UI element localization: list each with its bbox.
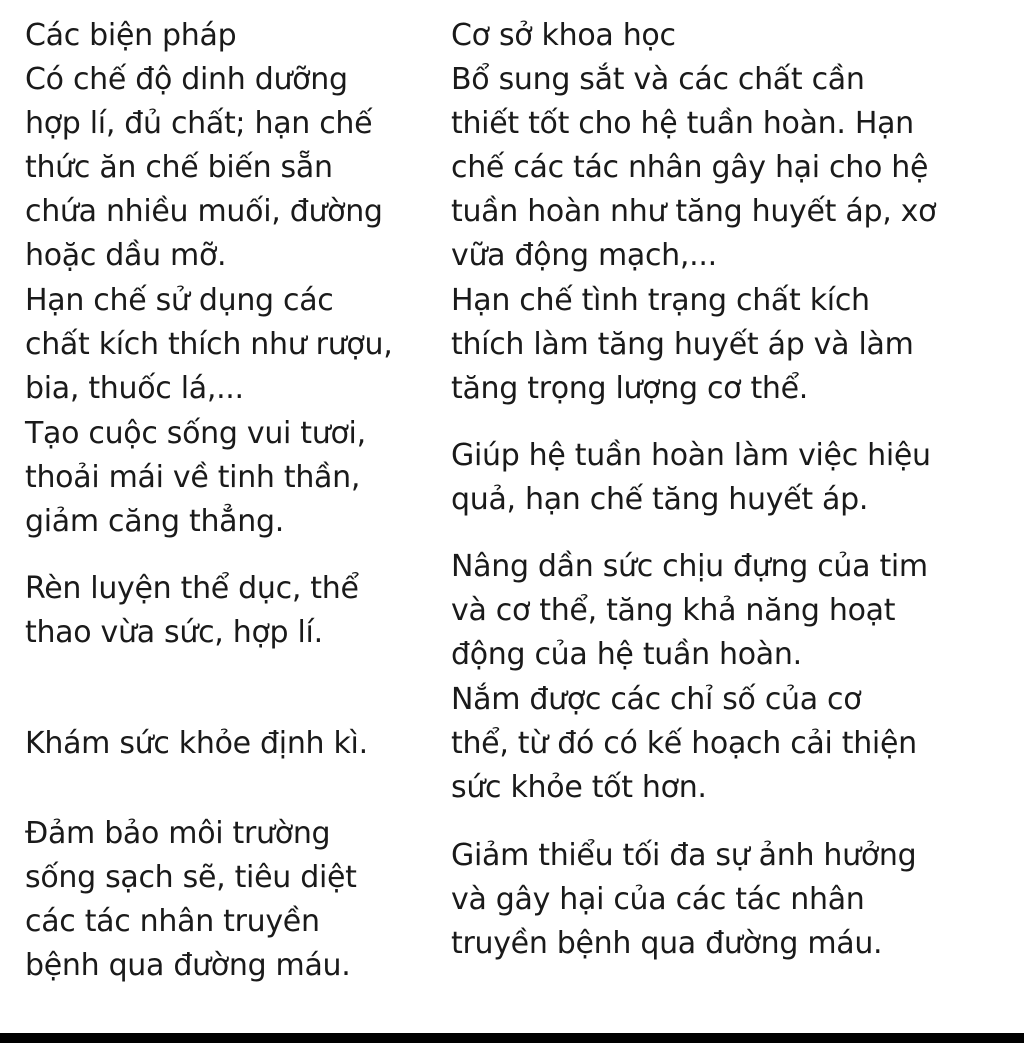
header-scientific-basis: Cơ sở khoa học bbox=[451, 18, 676, 53]
table-row bbox=[25, 411, 1010, 544]
measure-cell: Có chế độ dinh dưỡng hợp lí, đủ chất; hạn chế thức ăn chế biến sẵn chứa nhiều muối, đường hoặc dầu mỡ. bbox=[25, 62, 383, 273]
measure-cell: Khám sức khỏe định kì. bbox=[25, 725, 368, 761]
table-row bbox=[25, 278, 1010, 411]
table-row bbox=[25, 810, 1010, 990]
measures-table bbox=[25, 14, 1010, 990]
measure-cell: Tạo cuộc sống vui tươi, thoải mái về tinh thần, giảm căng thẳng. bbox=[25, 415, 366, 539]
table-row bbox=[25, 544, 1010, 677]
table-row bbox=[25, 677, 1010, 810]
basis-cell: Nắm được các chỉ số của cơ thể, từ đó có kế hoạch cải thiện sức khỏe tốt hơn. bbox=[451, 681, 917, 805]
basis-cell: Nâng dần sức chịu đựng của tim và cơ thể, tăng khả năng hoạt động của hệ tuần hoàn. bbox=[451, 548, 928, 672]
measure-cell: Rèn luyện thể dục, thể thao vừa sức, hợp lí. bbox=[25, 570, 359, 650]
basis-cell: Hạn chế tình trạng chất kích thích làm tăng huyết áp và làm tăng trọng lượng cơ thể. bbox=[451, 282, 914, 406]
header-measures: Các biện pháp bbox=[25, 18, 237, 53]
basis-cell: Giúp hệ tuần hoàn làm việc hiệu quả, hạn chế tăng huyết áp. bbox=[451, 437, 931, 517]
measure-cell: Hạn chế sử dụng các chất kích thích như rượu, bia, thuốc lá,... bbox=[25, 282, 393, 406]
table-header-row bbox=[25, 14, 1010, 58]
table-row bbox=[25, 58, 1010, 278]
bottom-border bbox=[0, 1033, 1024, 1043]
measure-cell: Đảm bảo môi trường sống sạch sẽ, tiêu diệt các tác nhân truyền bệnh qua đường máu. bbox=[25, 816, 357, 983]
basis-cell: Bổ sung sắt và các chất cần thiết tốt cho hệ tuần hoàn. Hạn chế các tác nhân gây hại cho hệ tuần hoàn như tăng huyết áp, xơ vữa động mạch,... bbox=[451, 62, 937, 273]
basis-cell: Giảm thiểu tối đa sự ảnh hưởng và gây hại của các tác nhân truyền bệnh qua đường máu. bbox=[451, 838, 917, 961]
